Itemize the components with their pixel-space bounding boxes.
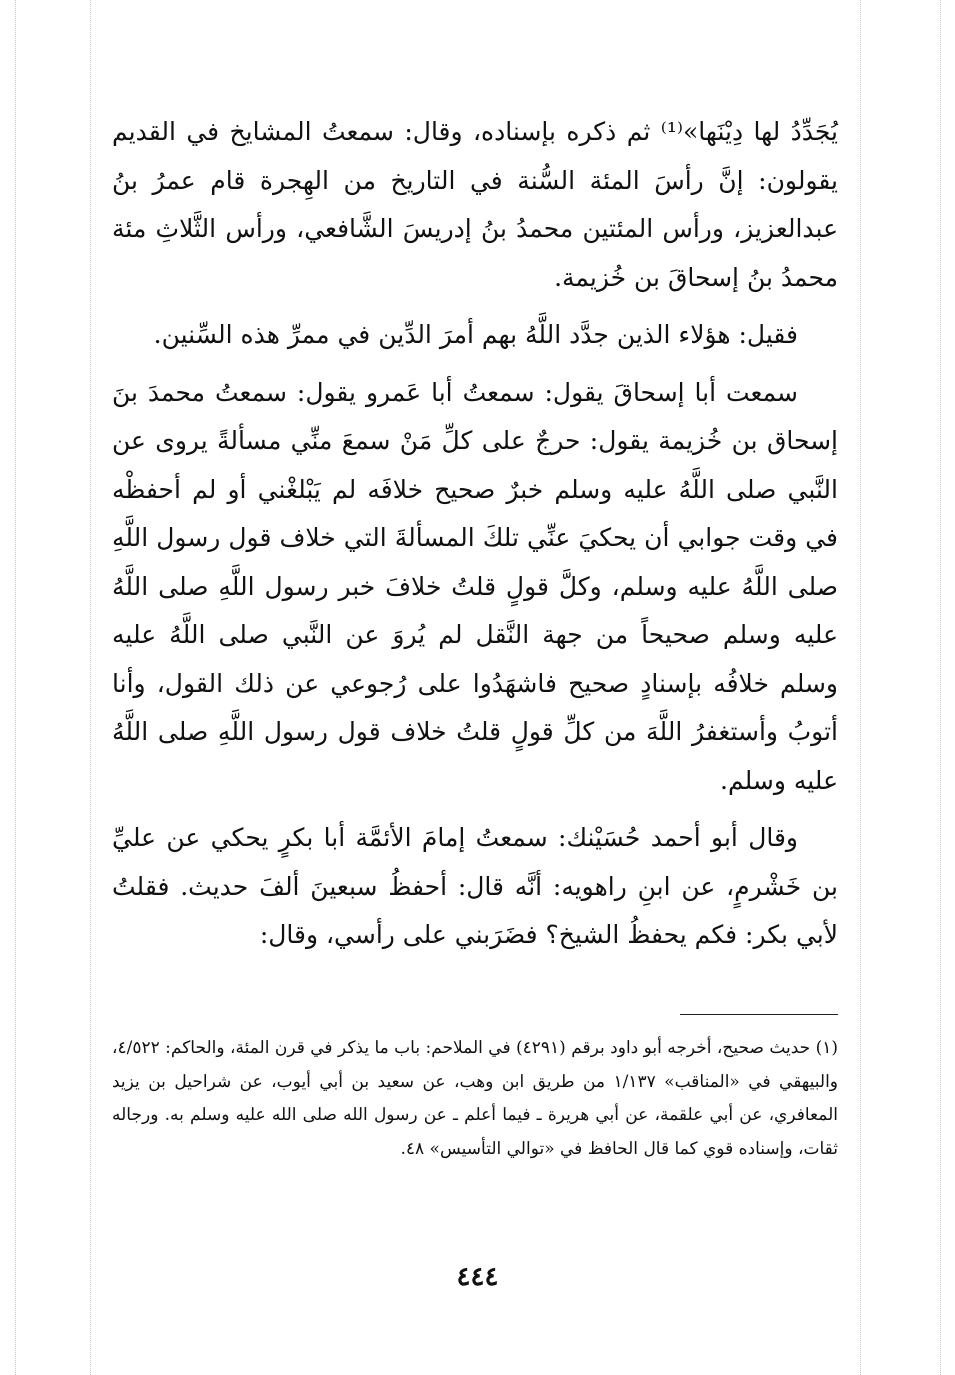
footnote-block: [112, 1032, 838, 1166]
footnote-text: (١) حديث صحيح، أخرجه أبو داود برقم (٤٢٩١) في الملاحم: باب ما يذكر في قرن المئة، والحاكم: ٤/٥٢٢، والبيهقي في «المناقب» ١/١٣٧ من طريق ابن وهب، عن سعيد بن أبي أيوب، عن شراحيل بن يزيد المعافري، عن أبي علقمة، عن أبي هريرة ـ فيما أعلم ـ عن رسول الله صلى الله عليه وسلم به. ورجاله ثقات، وإسناده قوي كما قال الحافظ في «توالي التأسيس» ٤٨.: [112, 1038, 838, 1159]
scan-edge-mark: [940, 0, 941, 1375]
body-paragraph: فقيل: هؤلاء الذين جدَّد اللَّهُ بهم أمرَ الدِّين في ممرِّ هذه السِّنين.: [153, 320, 798, 349]
body-paragraph: وقال أبو أحمد حُسَيْنك: سمعتُ إمامَ الأئمَّة أبا بكرٍ يحكي عن عليِّ بن خَشْرمٍ، عن ابنِ راهويه: أنَّه قال: أحفظُ سبعينَ ألفَ حديث. فقلتُ لأبي بكر: فكم يحفظُ الشيخ؟ فضَرَبني على رأسي، وقال:: [112, 823, 838, 949]
body-paragraph: سمعت أبا إسحاقَ يقول: سمعتُ أبا عَمرو يقول: سمعتُ محمدَ بنَ إسحاق بن خُزيمة يقول: حرجٌ على كلِّ مَنْ سمعَ منِّي مسألةً يروى عن النَّبي صلى اللَّهُ عليه وسلم خبرٌ صحيح خلافَه لم يَبْلغْني أو لم أحفظْه في وقت جوابي أن يحكيَ عنِّي تلكَ المسألةَ التي خلاف قول رسول اللَّهِ صلى اللَّهُ عليه وسلم، وكلَّ قولٍ قلتُ خلافَ خبر رسول اللَّهِ صلى اللَّهُ عليه وسلم صحيحاً من جهة النَّقل لم يُروَ عن النَّبي صلى اللَّهُ عليه وسلم خلافُه بإسنادٍ صحيح فاشهَدُوا على رُجوعي عن ذلك القول، وأنا أتوبُ وأستغفرُ اللَّهَ من كلِّ قولٍ قلتُ خلاف قول رسول اللَّهِ صلى اللَّهُ عليه وسلم.: [112, 377, 838, 795]
main-text-block: [112, 108, 838, 960]
body-paragraph: يُجَدِّدُ لها دِيْنَها»⁽¹⁾ ثم ذكره بإسناده، وقال: سمعتُ المشايخ في القديم يقولون: إنَّ رأسَ المئة السُّنة في التاريخ من الهِجرة قام عمرُ بنُ عبدالعزيز، ورأس المئتين محمدُ بنُ إدريسَ الشَّافعي، ورأس الثَّلاثِ مئة محمدُ بنُ إسحاقَ بن خُزيمة.: [112, 117, 838, 292]
scan-edge-mark: [860, 0, 861, 1375]
scan-edge-mark: [15, 0, 16, 1375]
scan-edge-mark: [90, 0, 91, 1375]
page-number: ٤٤٤: [456, 1262, 499, 1292]
footnote-separator: [680, 1014, 838, 1015]
